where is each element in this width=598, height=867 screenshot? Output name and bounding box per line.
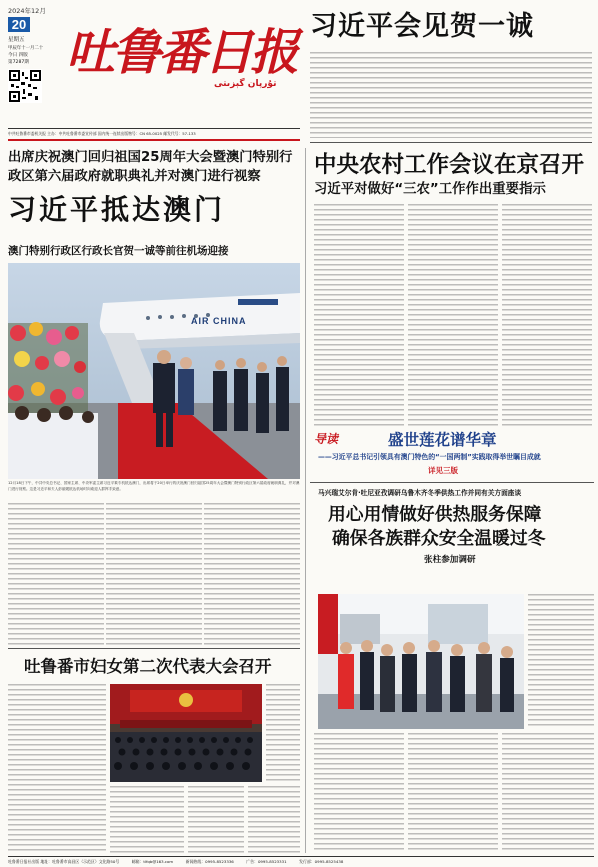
heating-story-headline-1: 用心用情做好供热服务保障	[328, 504, 542, 525]
page-count: 今日 四版	[8, 53, 28, 58]
newspaper-logo: 吐鲁番日报	[66, 23, 297, 81]
women-story-body-col2	[110, 786, 184, 854]
rural-story-subhead: 习近平对做好“三农”工作作出重要指示	[314, 182, 546, 197]
main-story-body-col2	[106, 503, 202, 645]
heating-story-body-col1	[314, 733, 404, 853]
heating-story-sidebar-text	[528, 594, 594, 729]
footer-ad-phone: 广告：0995-8523331	[246, 859, 287, 864]
main-story-kicker: 出席庆祝澳门回归祖国25周年大会暨澳门特别行政区第六届政府就职典礼并对澳门进行视察	[8, 150, 293, 184]
main-story-subhead: 澳门特别行政区行政长官贺一诚等前往机场迎接	[8, 245, 229, 257]
women-story-top-rule	[8, 648, 300, 649]
newspaper-logo-uyghur: تۇرپان گېزىتى	[214, 79, 277, 89]
footer	[8, 858, 594, 866]
women-story-headline: 吐鲁番市妇女第二次代表大会召开	[24, 657, 272, 676]
date-year-month: 2024年12月	[8, 7, 46, 15]
top-story-headline: 习近平会见贺一诚	[310, 11, 534, 42]
photo-caption: 12月18日下午，中共中央总书记、国家主席、中央军委主席习近平乘专机抵达澳门，出席将于20日举行的庆祝澳门回归祖国25周年大会暨澳门特别行政区第六届政府就职典礼，并对澳门进行视察。这是习近平和夫人彭丽媛抵达机场时向欢迎人群挥手致意。	[8, 481, 300, 491]
rural-story-body-col1	[314, 204, 404, 426]
heating-story-photo	[318, 594, 524, 729]
main-story-body-col3	[204, 503, 300, 645]
date-block	[8, 6, 60, 124]
footer-publisher: 吐鲁番日报社出版 地址：吐鲁番市高昌区（示范区）文化路50号	[8, 859, 120, 864]
issue-number: 第7287期	[8, 60, 29, 65]
main-story-body-col1	[8, 503, 104, 645]
women-story-photo	[110, 684, 262, 782]
lunar-date: 甲辰年十一月二十	[8, 46, 44, 51]
qr-code-icon	[8, 69, 42, 103]
women-story-body-col3	[188, 786, 244, 854]
heating-story-body-col3	[502, 733, 594, 853]
commentary-subhead: ——习近平总书记引领具有澳门特色的“一国两制”实践取得举世瞩目成就	[318, 453, 541, 461]
commentary-tag: 导读	[314, 432, 339, 446]
rural-story-headline: 中央农村工作会议在京召开	[314, 152, 585, 178]
column-divider	[305, 148, 306, 853]
commentary-headline: 盛世莲花谱华章	[388, 431, 497, 449]
top-story-divider	[310, 142, 592, 143]
women-story-photo-caption	[266, 684, 300, 782]
masthead-divider	[8, 128, 300, 129]
heating-story-byline: 张柱参加调研	[424, 555, 476, 565]
weekday: 星期五	[8, 37, 25, 43]
main-story-headline: 习近平抵达澳门	[8, 193, 226, 226]
rural-story-body-col3	[502, 204, 592, 426]
rural-story-body-col2	[408, 204, 498, 426]
women-story-body-col1	[8, 684, 106, 854]
masthead-red-rule	[8, 139, 300, 141]
women-story-body-col4	[248, 786, 300, 854]
heating-story-headline-2: 确保各族群众安全温暖过冬	[332, 528, 546, 549]
commentary-divider	[310, 482, 594, 483]
commentary-link[interactable]: 详见三版	[428, 466, 458, 475]
top-story-body	[310, 52, 592, 138]
footer-distribution-phone: 发行部：0995-8525438	[299, 859, 344, 864]
heating-story-body-col2	[408, 733, 498, 853]
publisher-info: 中共吐鲁番市委机关报 主办：中共吐鲁番市委宣传部 国内统一连续出版物号：CN 65-0025 邮发代号：57-133	[8, 131, 196, 136]
main-story-photo	[8, 263, 300, 479]
footer-news-hotline: 新闻热线：0995-8523336	[185, 859, 234, 864]
footer-email: 邮箱：tlfqb@163.com	[131, 859, 174, 864]
date-day: 20	[8, 17, 30, 32]
heating-story-kicker: 马兴瑞艾尔肯·吐尼亚孜调研乌鲁木齐冬季供热工作并同有关方面座谈	[318, 489, 522, 497]
footer-rule	[8, 856, 594, 857]
aircraft-livery-text: AIR CHINA	[191, 316, 247, 326]
